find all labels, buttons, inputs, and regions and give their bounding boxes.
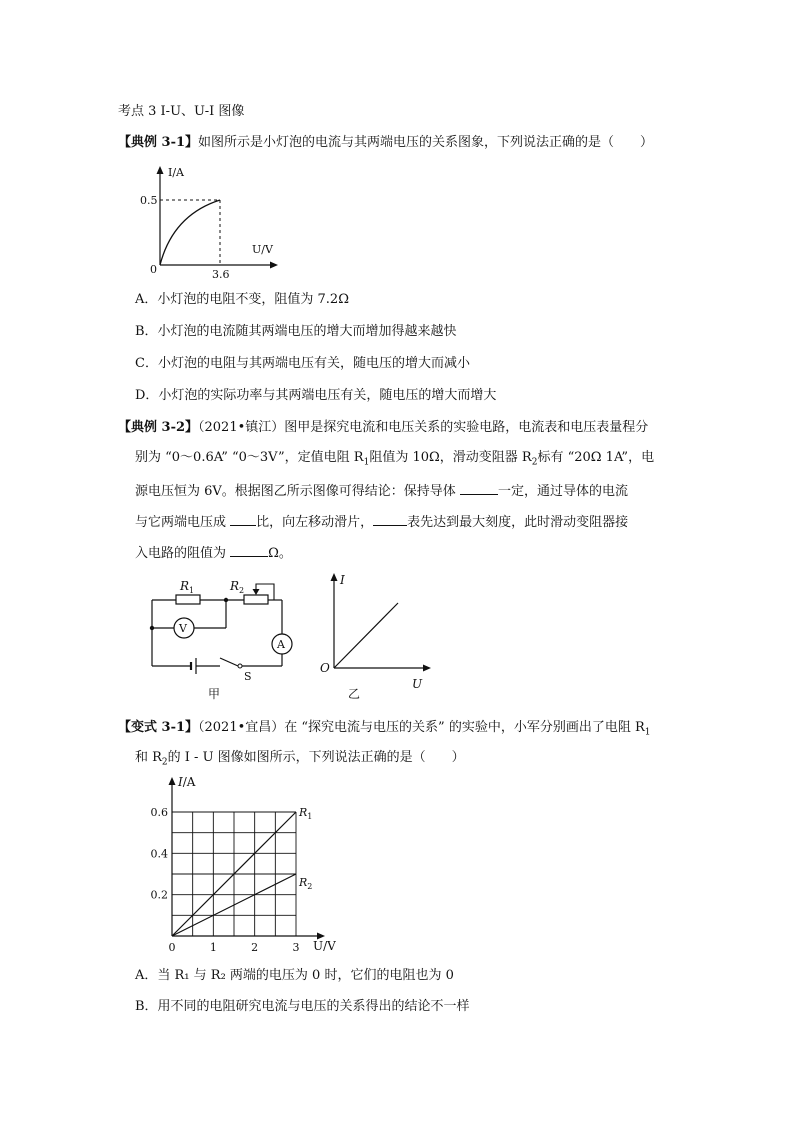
q2-text-1: （2021•镇江）图甲是探究电流和电压关系的实验电路，电流表和电压表量程分 — [198, 420, 649, 435]
q2-iu-graph — [312, 570, 442, 702]
q3-r2-label: $R_2$ — [299, 876, 313, 891]
r1-label: $R_1$ — [180, 579, 195, 595]
q1-graph — [140, 160, 290, 280]
q3-iu-chart — [140, 770, 360, 960]
circuit-caption: 甲 — [208, 687, 221, 701]
q3-tag: 【变式 3-1】 — [118, 720, 199, 735]
q3-text-2a: 和 R — [135, 750, 162, 765]
q1-option-d: D．小灯泡的实际功率与其两端电压有关，随电压的增大而增大 — [135, 388, 497, 403]
q2-circuit-diagram — [140, 572, 300, 702]
voltmeter-label: V — [179, 622, 187, 635]
q2-text-4a: 与它两端电压成 — [135, 515, 231, 530]
q1-curve — [160, 200, 220, 265]
q3-y-axis-label: I/A — [178, 775, 196, 789]
q2-text-4b: 比，向左移动滑片， — [256, 515, 374, 530]
q2-graph-y-label: I — [340, 573, 345, 587]
q3-y-tick-label: 0.6 — [150, 806, 168, 819]
q2-line-1 — [118, 418, 648, 438]
q3-line-2 — [135, 748, 465, 773]
resistor-r1 — [176, 595, 200, 604]
q3-x-tick-label: 0 — [168, 941, 176, 954]
q1-stem: 如图所示是小灯泡的电流与其两端电压的关系图象，下列说法正确的是（ ） — [198, 135, 654, 150]
q2-text-5b: Ω。 — [268, 546, 292, 561]
q2-text-3b: 一定，通过导体的电流 — [497, 484, 628, 499]
q1-stem-line — [118, 133, 653, 153]
q3-y-tick-label: 0.4 — [150, 847, 168, 861]
q2-text-2-sub1: 1 — [363, 457, 370, 468]
q1-option-a: A．小灯泡的电阻不变，阻值为 7.2Ω — [135, 292, 349, 307]
slider-arrow — [253, 589, 260, 595]
q3-option-a: A．当 R₁ 与 R₂ 两端的电压为 0 时，它们的电阻也为 0 — [135, 968, 454, 983]
switch-label: S — [244, 670, 252, 683]
q3-text-2b: 的 I - U 图像如图所示，下列说法正确的是（ ） — [167, 750, 465, 765]
q1-option-c: C．小灯泡的电阻与其两端电压有关，随电压的增大而减小 — [135, 356, 470, 371]
q2-blank-3[interactable] — [373, 511, 407, 526]
q1-x-mark: 3.6 — [212, 268, 230, 281]
q2-text-2-sub2: 2 — [531, 457, 538, 468]
q3-x-tick-label: 1 — [209, 941, 217, 954]
q2-text-3a: 源电压恒为 6V。根据图乙所示图像可得结论：保持导体 — [135, 484, 460, 499]
q3-text-2-sub: 2 — [161, 757, 168, 768]
q3-r1-label: $R_1$ — [299, 806, 313, 821]
q2-text-2b: 阻值为 10Ω，滑动变阻器 R — [369, 450, 532, 465]
q2-graph-caption: 乙 — [348, 687, 361, 701]
resistor-r2 — [244, 595, 268, 604]
q2-graph-x-label: U — [412, 677, 423, 691]
q3-ticks — [151, 806, 300, 954]
q1-origin: 0 — [150, 263, 157, 276]
q3-text-1: （2021•宜昌）在 “探究电流与电压的关系” 的实验中，小军分别画出了电阻 R — [198, 720, 645, 735]
q2-line-3 — [135, 480, 628, 502]
q3-line-1 — [118, 718, 650, 743]
q2-text-4c: 表先达到最大刻度，此时滑动变阻器接 — [407, 515, 629, 530]
q2-text-2a: 别为 “0～0.6A” “0～3V”，定值电阻 R — [135, 450, 364, 465]
q2-blank-4[interactable] — [230, 542, 268, 557]
ammeter-label: A — [277, 638, 285, 651]
q1-y-mark: 0.5 — [140, 194, 158, 207]
q2-proportional-line — [334, 603, 398, 668]
q2-blank-1[interactable] — [460, 480, 498, 495]
q2-line-4 — [135, 511, 628, 533]
q1-y-label: I/A — [168, 166, 184, 179]
q2-graph-origin: O — [320, 661, 330, 675]
q2-blank-2[interactable] — [230, 511, 256, 526]
q1-tag: 【典例 3-1】 — [118, 135, 199, 150]
q2-text-2c: 标有 “20Ω 1A”，电 — [537, 450, 655, 465]
q3-x-tick-label: 3 — [292, 941, 300, 954]
section-title: 考点 3 I-U、U-I 图像 — [118, 104, 245, 119]
q2-tag: 【典例 3-2】 — [118, 420, 199, 435]
q3-option-b: B．用不同的电阻研究电流与电压的关系得出的结论不一样 — [135, 999, 470, 1014]
q1-x-arrow — [270, 262, 278, 269]
q2-text-5a: 入电路的阻值为 — [135, 546, 231, 561]
q1-option-b: B．小灯泡的电流随其两端电压的增大而增加得越来越快 — [135, 324, 457, 339]
q3-x-axis-label: U/V — [313, 939, 336, 953]
r2-label: $R_2$ — [230, 579, 245, 595]
q3-y-tick-label: 0.2 — [150, 888, 168, 902]
q2-line-5 — [135, 542, 292, 564]
q3-x-tick-label: 2 — [251, 941, 259, 954]
q3-text-1-sub: 1 — [644, 727, 651, 738]
q2-line-2 — [135, 448, 654, 473]
switch-contact — [238, 664, 242, 668]
q1-x-label: U/V — [252, 243, 273, 256]
switch-blade — [220, 658, 238, 666]
q1-y-arrow — [157, 166, 164, 174]
